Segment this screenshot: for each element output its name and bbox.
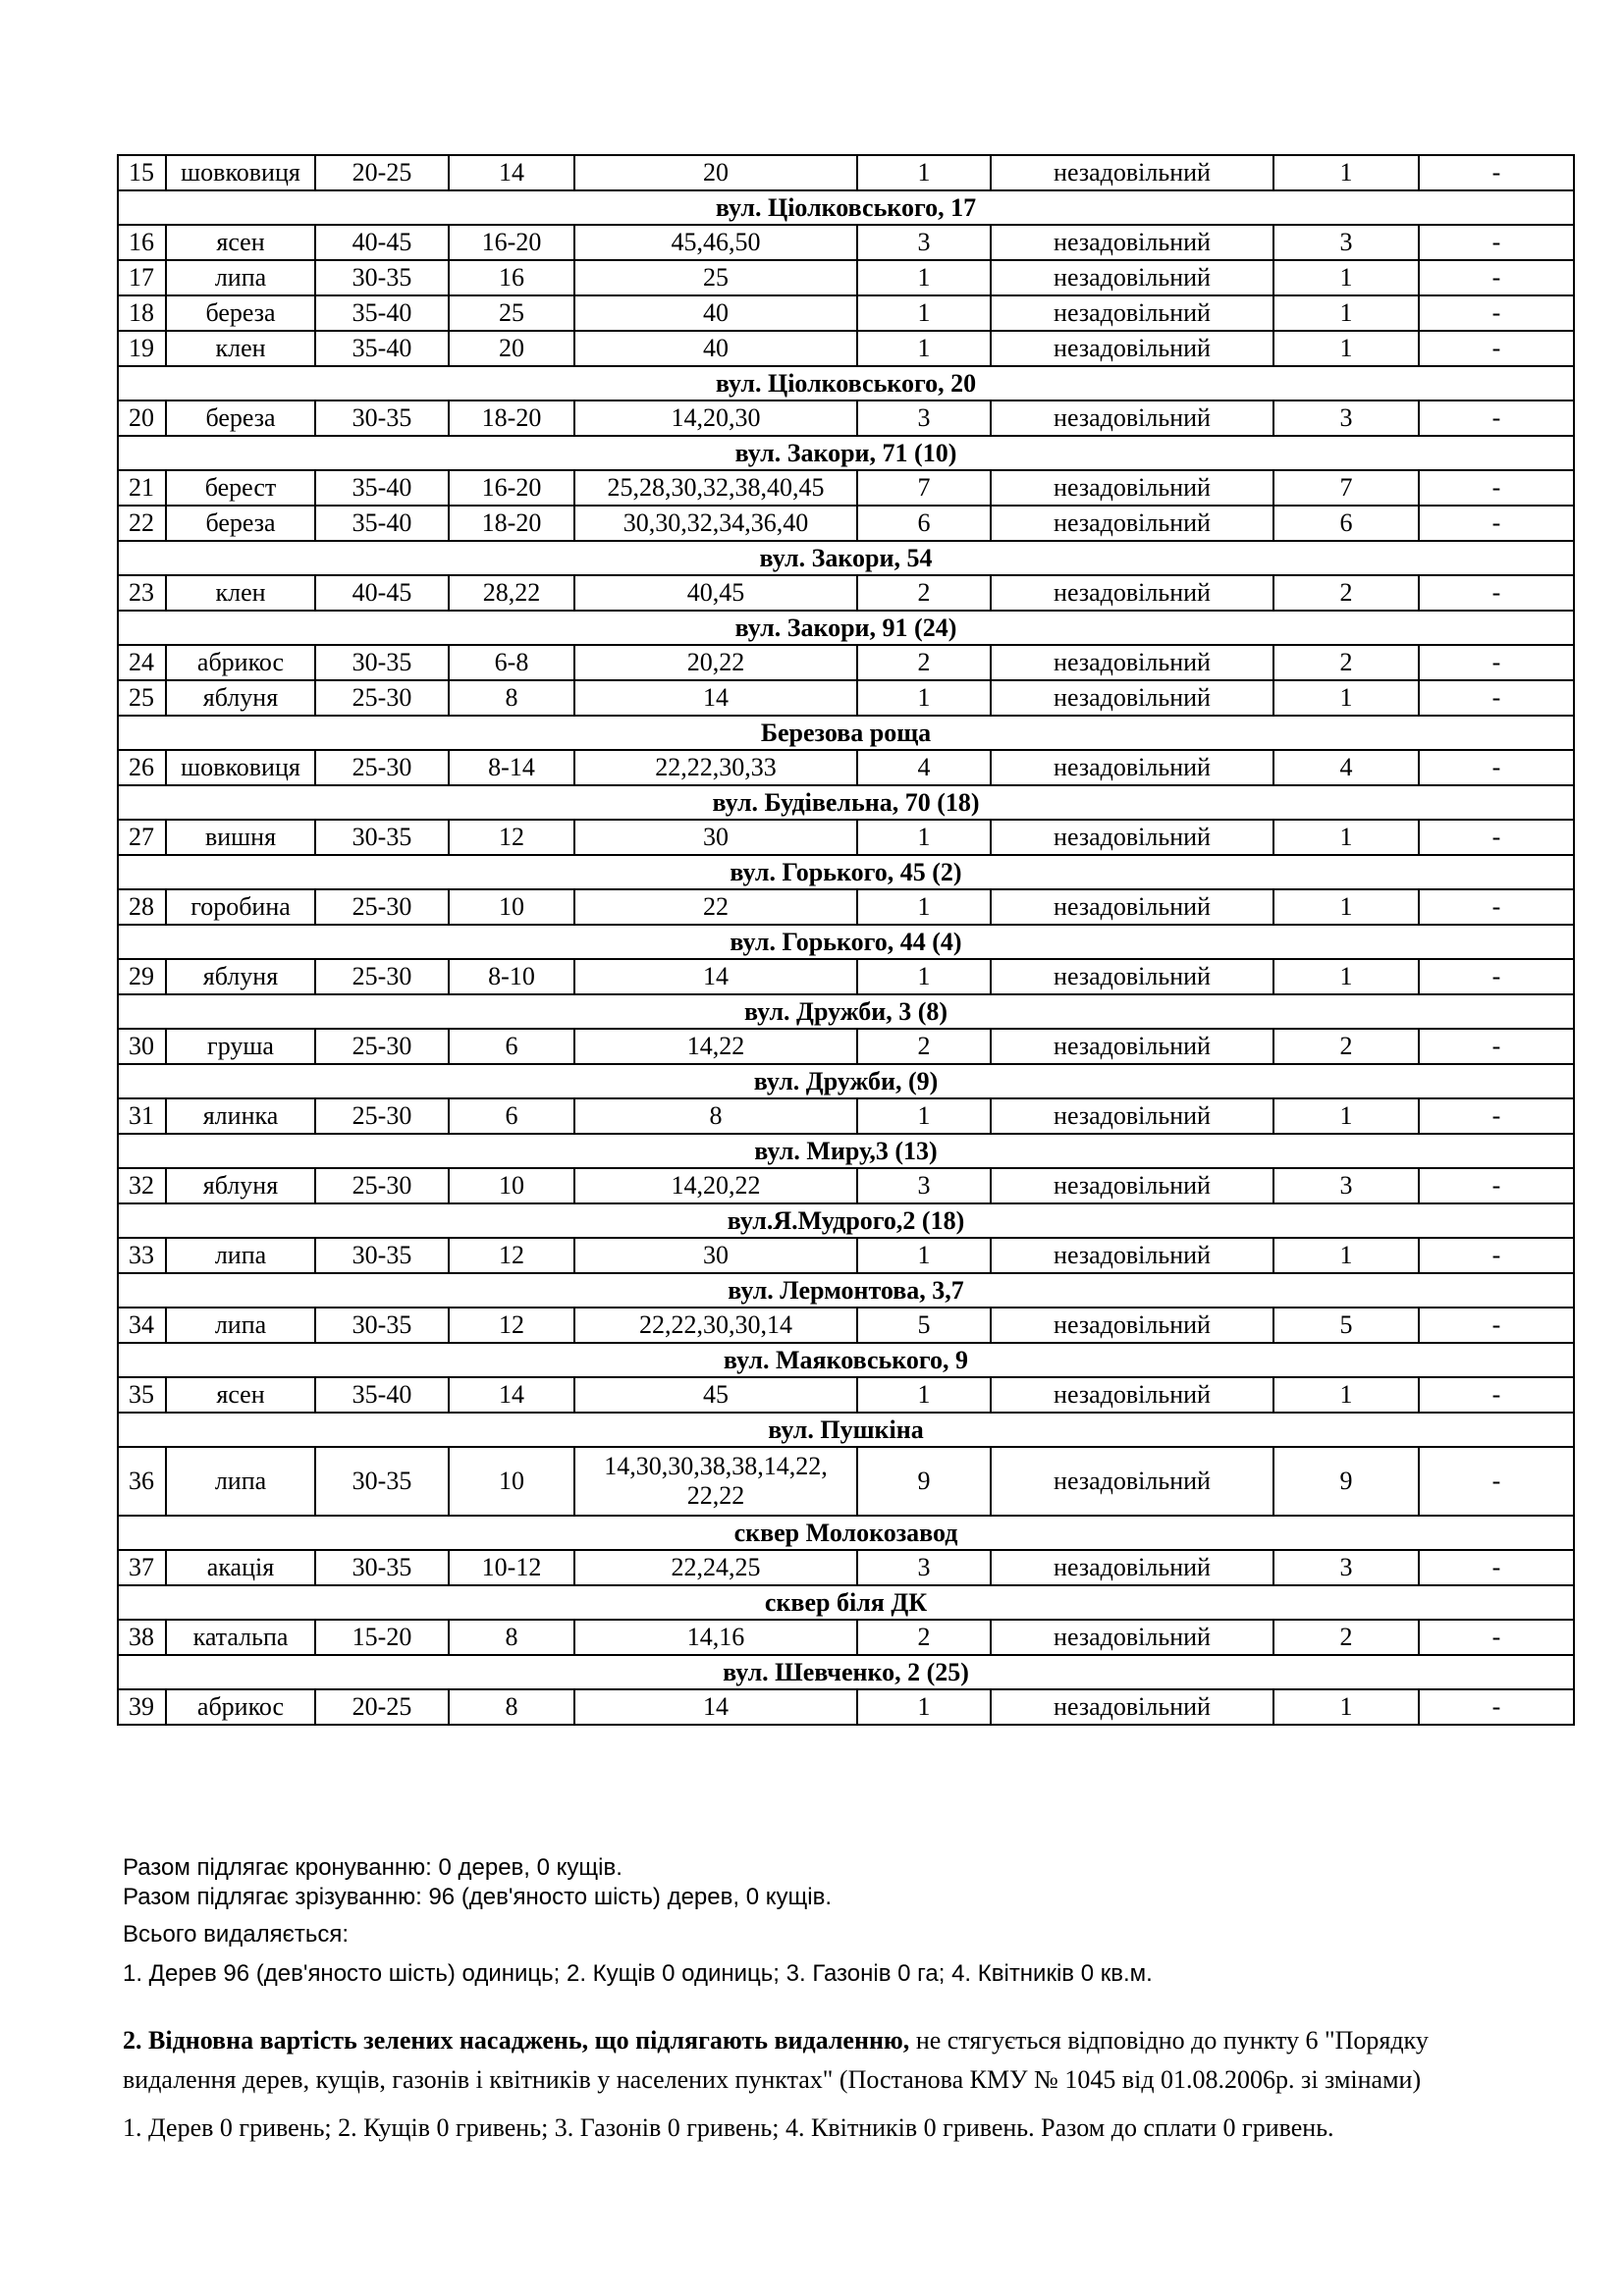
height-cell: 8: [449, 1689, 574, 1725]
pruning-count-cell: -: [1419, 680, 1574, 716]
condition-cell: незадовільний: [991, 1550, 1273, 1585]
quantity-cell: 1: [857, 295, 991, 331]
quantity-cell: 2: [857, 1029, 991, 1064]
row-number: 21: [118, 470, 166, 506]
condition-cell: незадовільний: [991, 1168, 1273, 1203]
felling-count-cell: 1: [1273, 260, 1419, 295]
felling-count-cell: 1: [1273, 1377, 1419, 1413]
row-number: 33: [118, 1238, 166, 1273]
felling-count-cell: 2: [1273, 1029, 1419, 1064]
species-cell: ясен: [166, 225, 315, 260]
felling-count-cell: 2: [1273, 575, 1419, 611]
condition-cell: незадовільний: [991, 1238, 1273, 1273]
height-cell: 8-10: [449, 959, 574, 994]
row-number: 36: [118, 1447, 166, 1516]
age-cell: 30-35: [315, 400, 449, 436]
age-cell: 35-40: [315, 506, 449, 541]
table-row: [118, 260, 1574, 295]
age-cell: 25-30: [315, 1168, 449, 1203]
section-title: вул. Ціолковського, 17: [118, 190, 1574, 225]
section-title: вул. Шевченко, 2 (25): [118, 1655, 1574, 1689]
condition-cell: незадовільний: [991, 680, 1273, 716]
section-header-row: [118, 1655, 1574, 1689]
species-cell: шовковиця: [166, 750, 315, 785]
pruning-count-cell: -: [1419, 1689, 1574, 1725]
diameter-cell: 25,28,30,32,38,40,45: [574, 470, 857, 506]
row-number: 16: [118, 225, 166, 260]
height-cell: 18-20: [449, 400, 574, 436]
pruning-count-cell: -: [1419, 1168, 1574, 1203]
quantity-cell: 3: [857, 400, 991, 436]
species-cell: катальпа: [166, 1620, 315, 1655]
row-number: 28: [118, 889, 166, 925]
felling-count-cell: 1: [1273, 1238, 1419, 1273]
height-cell: 16: [449, 260, 574, 295]
table-row: [118, 1308, 1574, 1343]
diameter-cell: 14,20,22: [574, 1168, 857, 1203]
age-cell: 35-40: [315, 331, 449, 366]
height-cell: 8-14: [449, 750, 574, 785]
species-cell: шовковиця: [166, 155, 315, 190]
section-header-row: [118, 1413, 1574, 1447]
diameter-cell: 14,20,30: [574, 400, 857, 436]
table-row: [118, 470, 1574, 506]
condition-cell: незадовільний: [991, 470, 1273, 506]
section-2-paragraph: [123, 2021, 1537, 2100]
table-row: [118, 820, 1574, 855]
pruning-count-cell: -: [1419, 506, 1574, 541]
height-cell: 10-12: [449, 1550, 574, 1585]
section-header-row: [118, 436, 1574, 470]
pruning-count-cell: -: [1419, 1029, 1574, 1064]
trees-table: [117, 154, 1575, 1726]
quantity-cell: 1: [857, 1238, 991, 1273]
table-row: [118, 959, 1574, 994]
felling-count-cell: 4: [1273, 750, 1419, 785]
section-header-row: [118, 855, 1574, 889]
diameter-cell: 14: [574, 680, 857, 716]
section-2-title: 2. Відновна вартість зелених насаджень, що підлягають видаленню,: [123, 2026, 910, 2055]
age-cell: 35-40: [315, 295, 449, 331]
diameter-cell: 30: [574, 820, 857, 855]
section-header-row: [118, 611, 1574, 645]
felling-count-cell: 9: [1273, 1447, 1419, 1516]
felling-count-cell: 1: [1273, 959, 1419, 994]
section-title: вул. Будівельна, 70 (18): [118, 785, 1574, 820]
felling-count-cell: 1: [1273, 295, 1419, 331]
quantity-cell: 2: [857, 645, 991, 680]
height-cell: 6-8: [449, 645, 574, 680]
pruning-count-cell: -: [1419, 1377, 1574, 1413]
section-header-row: [118, 366, 1574, 400]
table-row: [118, 295, 1574, 331]
felling-count-cell: 3: [1273, 400, 1419, 436]
table-body: [118, 155, 1574, 1725]
height-cell: 28,22: [449, 575, 574, 611]
age-cell: 30-35: [315, 1308, 449, 1343]
felling-count-cell: 1: [1273, 889, 1419, 925]
table-row: [118, 1098, 1574, 1134]
age-cell: 30-35: [315, 260, 449, 295]
quantity-cell: 1: [857, 1098, 991, 1134]
row-number: 34: [118, 1308, 166, 1343]
diameter-cell: 14,22: [574, 1029, 857, 1064]
quantity-cell: 1: [857, 1377, 991, 1413]
row-number: 23: [118, 575, 166, 611]
condition-cell: незадовільний: [991, 1620, 1273, 1655]
condition-cell: незадовільний: [991, 1308, 1273, 1343]
species-cell: береза: [166, 400, 315, 436]
height-cell: 8: [449, 1620, 574, 1655]
felling-count-cell: 3: [1273, 225, 1419, 260]
diameter-cell: 14,16: [574, 1620, 857, 1655]
row-number: 30: [118, 1029, 166, 1064]
diameter-cell: 40,45: [574, 575, 857, 611]
height-cell: 18-20: [449, 506, 574, 541]
table-row: [118, 1377, 1574, 1413]
felling-count-cell: 7: [1273, 470, 1419, 506]
condition-cell: незадовільний: [991, 1447, 1273, 1516]
table-row: [118, 1550, 1574, 1585]
row-number: 37: [118, 1550, 166, 1585]
age-cell: 35-40: [315, 1377, 449, 1413]
pruning-count-cell: -: [1419, 295, 1574, 331]
species-cell: клен: [166, 331, 315, 366]
felling-count-cell: 1: [1273, 820, 1419, 855]
section-header-row: [118, 1343, 1574, 1377]
quantity-cell: 2: [857, 575, 991, 611]
felling-count-cell: 5: [1273, 1308, 1419, 1343]
row-number: 39: [118, 1689, 166, 1725]
pruning-count-cell: -: [1419, 1620, 1574, 1655]
species-cell: яблуня: [166, 680, 315, 716]
felling-count-cell: 1: [1273, 155, 1419, 190]
species-cell: горобина: [166, 889, 315, 925]
age-cell: 40-45: [315, 225, 449, 260]
section-title: вул. Ціолковського, 20: [118, 366, 1574, 400]
section-title: сквер Молокозавод: [118, 1516, 1574, 1550]
row-number: 22: [118, 506, 166, 541]
section-2-costs: 1. Дерев 0 гривень; 2. Кущів 0 гривень; 3. Газонів 0 гривень; 4. Квітників 0 гривень. Разом до сплати 0 гривень.: [123, 2113, 1334, 2142]
row-number: 27: [118, 820, 166, 855]
species-cell: вишня: [166, 820, 315, 855]
cutting-total: Разом підлягає зрізуванню: 96 (дев'яносто шість) дерев, 0 кущів.: [123, 1884, 832, 1910]
section-title: вул. Лермонтова, 3,7: [118, 1273, 1574, 1308]
row-number: 25: [118, 680, 166, 716]
table-row: [118, 506, 1574, 541]
section-title: сквер біля ДК: [118, 1585, 1574, 1620]
pruning-count-cell: -: [1419, 959, 1574, 994]
section-header-row: [118, 1134, 1574, 1168]
condition-cell: незадовільний: [991, 750, 1273, 785]
height-cell: 10: [449, 889, 574, 925]
row-number: 35: [118, 1377, 166, 1413]
age-cell: 25-30: [315, 750, 449, 785]
table-row: [118, 1238, 1574, 1273]
section-header-row: [118, 1203, 1574, 1238]
quantity-cell: 1: [857, 680, 991, 716]
height-cell: 12: [449, 820, 574, 855]
condition-cell: незадовільний: [991, 1098, 1273, 1134]
height-cell: 16-20: [449, 470, 574, 506]
row-number: 31: [118, 1098, 166, 1134]
section-title: вул.Я.Мудрого,2 (18): [118, 1203, 1574, 1238]
table-row: [118, 331, 1574, 366]
section-title: Березова роща: [118, 716, 1574, 750]
age-cell: 25-30: [315, 959, 449, 994]
section-header-row: [118, 1516, 1574, 1550]
pruning-count-cell: -: [1419, 575, 1574, 611]
pruning-count-cell: -: [1419, 1550, 1574, 1585]
table-row: [118, 1168, 1574, 1203]
species-cell: груша: [166, 1029, 315, 1064]
age-cell: 40-45: [315, 575, 449, 611]
condition-cell: незадовільний: [991, 889, 1273, 925]
height-cell: 10: [449, 1168, 574, 1203]
condition-cell: незадовільний: [991, 295, 1273, 331]
table-row: [118, 225, 1574, 260]
row-number: 32: [118, 1168, 166, 1203]
age-cell: 15-20: [315, 1620, 449, 1655]
age-cell: 20-25: [315, 155, 449, 190]
height-cell: 16-20: [449, 225, 574, 260]
age-cell: 25-30: [315, 889, 449, 925]
pruning-count-cell: -: [1419, 820, 1574, 855]
section-header-row: [118, 994, 1574, 1029]
age-cell: 30-35: [315, 1447, 449, 1516]
section-header-row: [118, 1064, 1574, 1098]
species-cell: липа: [166, 260, 315, 295]
section-title: вул. Горького, 45 (2): [118, 855, 1574, 889]
quantity-cell: 3: [857, 225, 991, 260]
quantity-cell: 7: [857, 470, 991, 506]
species-cell: липа: [166, 1308, 315, 1343]
species-cell: абрикос: [166, 1689, 315, 1725]
height-cell: 8: [449, 680, 574, 716]
age-cell: 25-30: [315, 680, 449, 716]
species-cell: акація: [166, 1550, 315, 1585]
age-cell: 30-35: [315, 645, 449, 680]
diameter-cell: 20,22: [574, 645, 857, 680]
table-row: [118, 1029, 1574, 1064]
pruning-count-cell: -: [1419, 1447, 1574, 1516]
diameter-cell: 45: [574, 1377, 857, 1413]
pruning-count-cell: -: [1419, 400, 1574, 436]
table-row: [118, 680, 1574, 716]
diameter-cell: 8: [574, 1098, 857, 1134]
table-row: [118, 1689, 1574, 1725]
felling-count-cell: 3: [1273, 1550, 1419, 1585]
felling-count-cell: 2: [1273, 1620, 1419, 1655]
condition-cell: незадовільний: [991, 506, 1273, 541]
condition-cell: незадовільний: [991, 1377, 1273, 1413]
condition-cell: незадовільний: [991, 260, 1273, 295]
quantity-cell: 1: [857, 889, 991, 925]
row-number: 26: [118, 750, 166, 785]
table-row: [118, 155, 1574, 190]
row-number: 38: [118, 1620, 166, 1655]
pruning-total: Разом підлягає кронуванню: 0 дерев, 0 кущів.: [123, 1854, 623, 1881]
diameter-cell: 14: [574, 959, 857, 994]
section-title: вул. Миру,3 (13): [118, 1134, 1574, 1168]
species-cell: берест: [166, 470, 315, 506]
quantity-cell: 4: [857, 750, 991, 785]
diameter-cell: 14,30,30,38,38,14,22, 22,22: [574, 1447, 857, 1516]
pruning-count-cell: -: [1419, 1308, 1574, 1343]
species-cell: клен: [166, 575, 315, 611]
height-cell: 10: [449, 1447, 574, 1516]
section-title: вул. Пушкіна: [118, 1413, 1574, 1447]
row-number: 29: [118, 959, 166, 994]
species-cell: липа: [166, 1238, 315, 1273]
row-number: 24: [118, 645, 166, 680]
row-number: 20: [118, 400, 166, 436]
species-cell: липа: [166, 1447, 315, 1516]
section-header-row: [118, 190, 1574, 225]
pruning-count-cell: -: [1419, 470, 1574, 506]
row-number: 18: [118, 295, 166, 331]
section-header-row: [118, 716, 1574, 750]
felling-count-cell: 1: [1273, 680, 1419, 716]
age-cell: 25-30: [315, 1029, 449, 1064]
height-cell: 14: [449, 1377, 574, 1413]
species-cell: ясен: [166, 1377, 315, 1413]
condition-cell: незадовільний: [991, 1029, 1273, 1064]
felling-count-cell: 2: [1273, 645, 1419, 680]
table-row: [118, 400, 1574, 436]
diameter-cell: 25: [574, 260, 857, 295]
felling-count-cell: 1: [1273, 1098, 1419, 1134]
section-title: вул. Горького, 44 (4): [118, 925, 1574, 959]
quantity-cell: 1: [857, 260, 991, 295]
diameter-cell: 22,22,30,30,14: [574, 1308, 857, 1343]
pruning-count-cell: -: [1419, 889, 1574, 925]
felling-count-cell: 1: [1273, 1689, 1419, 1725]
species-cell: абрикос: [166, 645, 315, 680]
species-cell: ялинка: [166, 1098, 315, 1134]
section-title: вул. Маяковського, 9: [118, 1343, 1574, 1377]
section-header-row: [118, 541, 1574, 575]
felling-count-cell: 1: [1273, 331, 1419, 366]
section-header-row: [118, 1273, 1574, 1308]
height-cell: 12: [449, 1238, 574, 1273]
height-cell: 20: [449, 331, 574, 366]
felling-count-cell: 6: [1273, 506, 1419, 541]
quantity-cell: 5: [857, 1308, 991, 1343]
quantity-cell: 1: [857, 959, 991, 994]
quantity-cell: 1: [857, 331, 991, 366]
diameter-cell: 22,22,30,33: [574, 750, 857, 785]
pruning-count-cell: -: [1419, 1238, 1574, 1273]
row-number: 15: [118, 155, 166, 190]
quantity-cell: 3: [857, 1550, 991, 1585]
condition-cell: незадовільний: [991, 820, 1273, 855]
condition-cell: незадовільний: [991, 331, 1273, 366]
section-header-row: [118, 925, 1574, 959]
pruning-count-cell: -: [1419, 1098, 1574, 1134]
diameter-cell: 20: [574, 155, 857, 190]
pruning-count-cell: -: [1419, 260, 1574, 295]
diameter-cell: 22,24,25: [574, 1550, 857, 1585]
diameter-cell: 45,46,50: [574, 225, 857, 260]
condition-cell: незадовільний: [991, 400, 1273, 436]
diameter-cell: 40: [574, 331, 857, 366]
diameter-cell: 30,30,32,34,36,40: [574, 506, 857, 541]
felling-count-cell: 3: [1273, 1168, 1419, 1203]
diameter-cell: 14: [574, 1689, 857, 1725]
quantity-cell: 1: [857, 155, 991, 190]
height-cell: 6: [449, 1098, 574, 1134]
table-row: [118, 1620, 1574, 1655]
age-cell: 25-30: [315, 1098, 449, 1134]
table-row: [118, 750, 1574, 785]
pruning-count-cell: -: [1419, 331, 1574, 366]
species-cell: береза: [166, 506, 315, 541]
section-header-row: [118, 785, 1574, 820]
age-cell: 30-35: [315, 1550, 449, 1585]
height-cell: 14: [449, 155, 574, 190]
height-cell: 6: [449, 1029, 574, 1064]
pruning-count-cell: -: [1419, 750, 1574, 785]
condition-cell: незадовільний: [991, 645, 1273, 680]
height-cell: 12: [449, 1308, 574, 1343]
section-title: вул. Закори, 54: [118, 541, 1574, 575]
quantity-cell: 2: [857, 1620, 991, 1655]
quantity-cell: 1: [857, 1689, 991, 1725]
table-row: [118, 1447, 1574, 1516]
row-number: 17: [118, 260, 166, 295]
table-row: [118, 645, 1574, 680]
species-cell: яблуня: [166, 959, 315, 994]
pruning-count-cell: -: [1419, 155, 1574, 190]
age-cell: 35-40: [315, 470, 449, 506]
diameter-cell: 22: [574, 889, 857, 925]
age-cell: 30-35: [315, 820, 449, 855]
quantity-cell: 6: [857, 506, 991, 541]
section-title: вул. Дружби, 3 (8): [118, 994, 1574, 1029]
section-2-text: не стягується відповідно до пункту 6 "Порядку видалення дерев, кущів, газонів і квітників у населених пунктах" (Постанова КМУ № 1045 від 01.08.2006р. зі змінами): [123, 2026, 1429, 2094]
diameter-cell: 40: [574, 295, 857, 331]
section-header-row: [118, 1585, 1574, 1620]
section-title: вул. Закори, 71 (10): [118, 436, 1574, 470]
table-row: [118, 575, 1574, 611]
quantity-cell: 3: [857, 1168, 991, 1203]
condition-cell: незадовільний: [991, 1689, 1273, 1725]
condition-cell: незадовільний: [991, 959, 1273, 994]
quantity-cell: 9: [857, 1447, 991, 1516]
species-cell: береза: [166, 295, 315, 331]
row-number: 19: [118, 331, 166, 366]
species-cell: яблуня: [166, 1168, 315, 1203]
condition-cell: незадовільний: [991, 225, 1273, 260]
pruning-count-cell: -: [1419, 645, 1574, 680]
height-cell: 25: [449, 295, 574, 331]
section-title: вул. Дружби, (9): [118, 1064, 1574, 1098]
age-cell: 30-35: [315, 1238, 449, 1273]
age-cell: 20-25: [315, 1689, 449, 1725]
quantity-cell: 1: [857, 820, 991, 855]
removed-heading: Всього видаляється:: [123, 1921, 350, 1948]
pruning-count-cell: -: [1419, 225, 1574, 260]
diameter-cell: 30: [574, 1238, 857, 1273]
removed-items: 1. Дерев 96 (дев'яносто шість) одиниць; 2. Кущів 0 одиниць; 3. Газонів 0 га; 4. Квітників 0 кв.м.: [123, 1960, 1153, 1987]
condition-cell: незадовільний: [991, 575, 1273, 611]
condition-cell: незадовільний: [991, 155, 1273, 190]
section-title: вул. Закори, 91 (24): [118, 611, 1574, 645]
table-row: [118, 889, 1574, 925]
